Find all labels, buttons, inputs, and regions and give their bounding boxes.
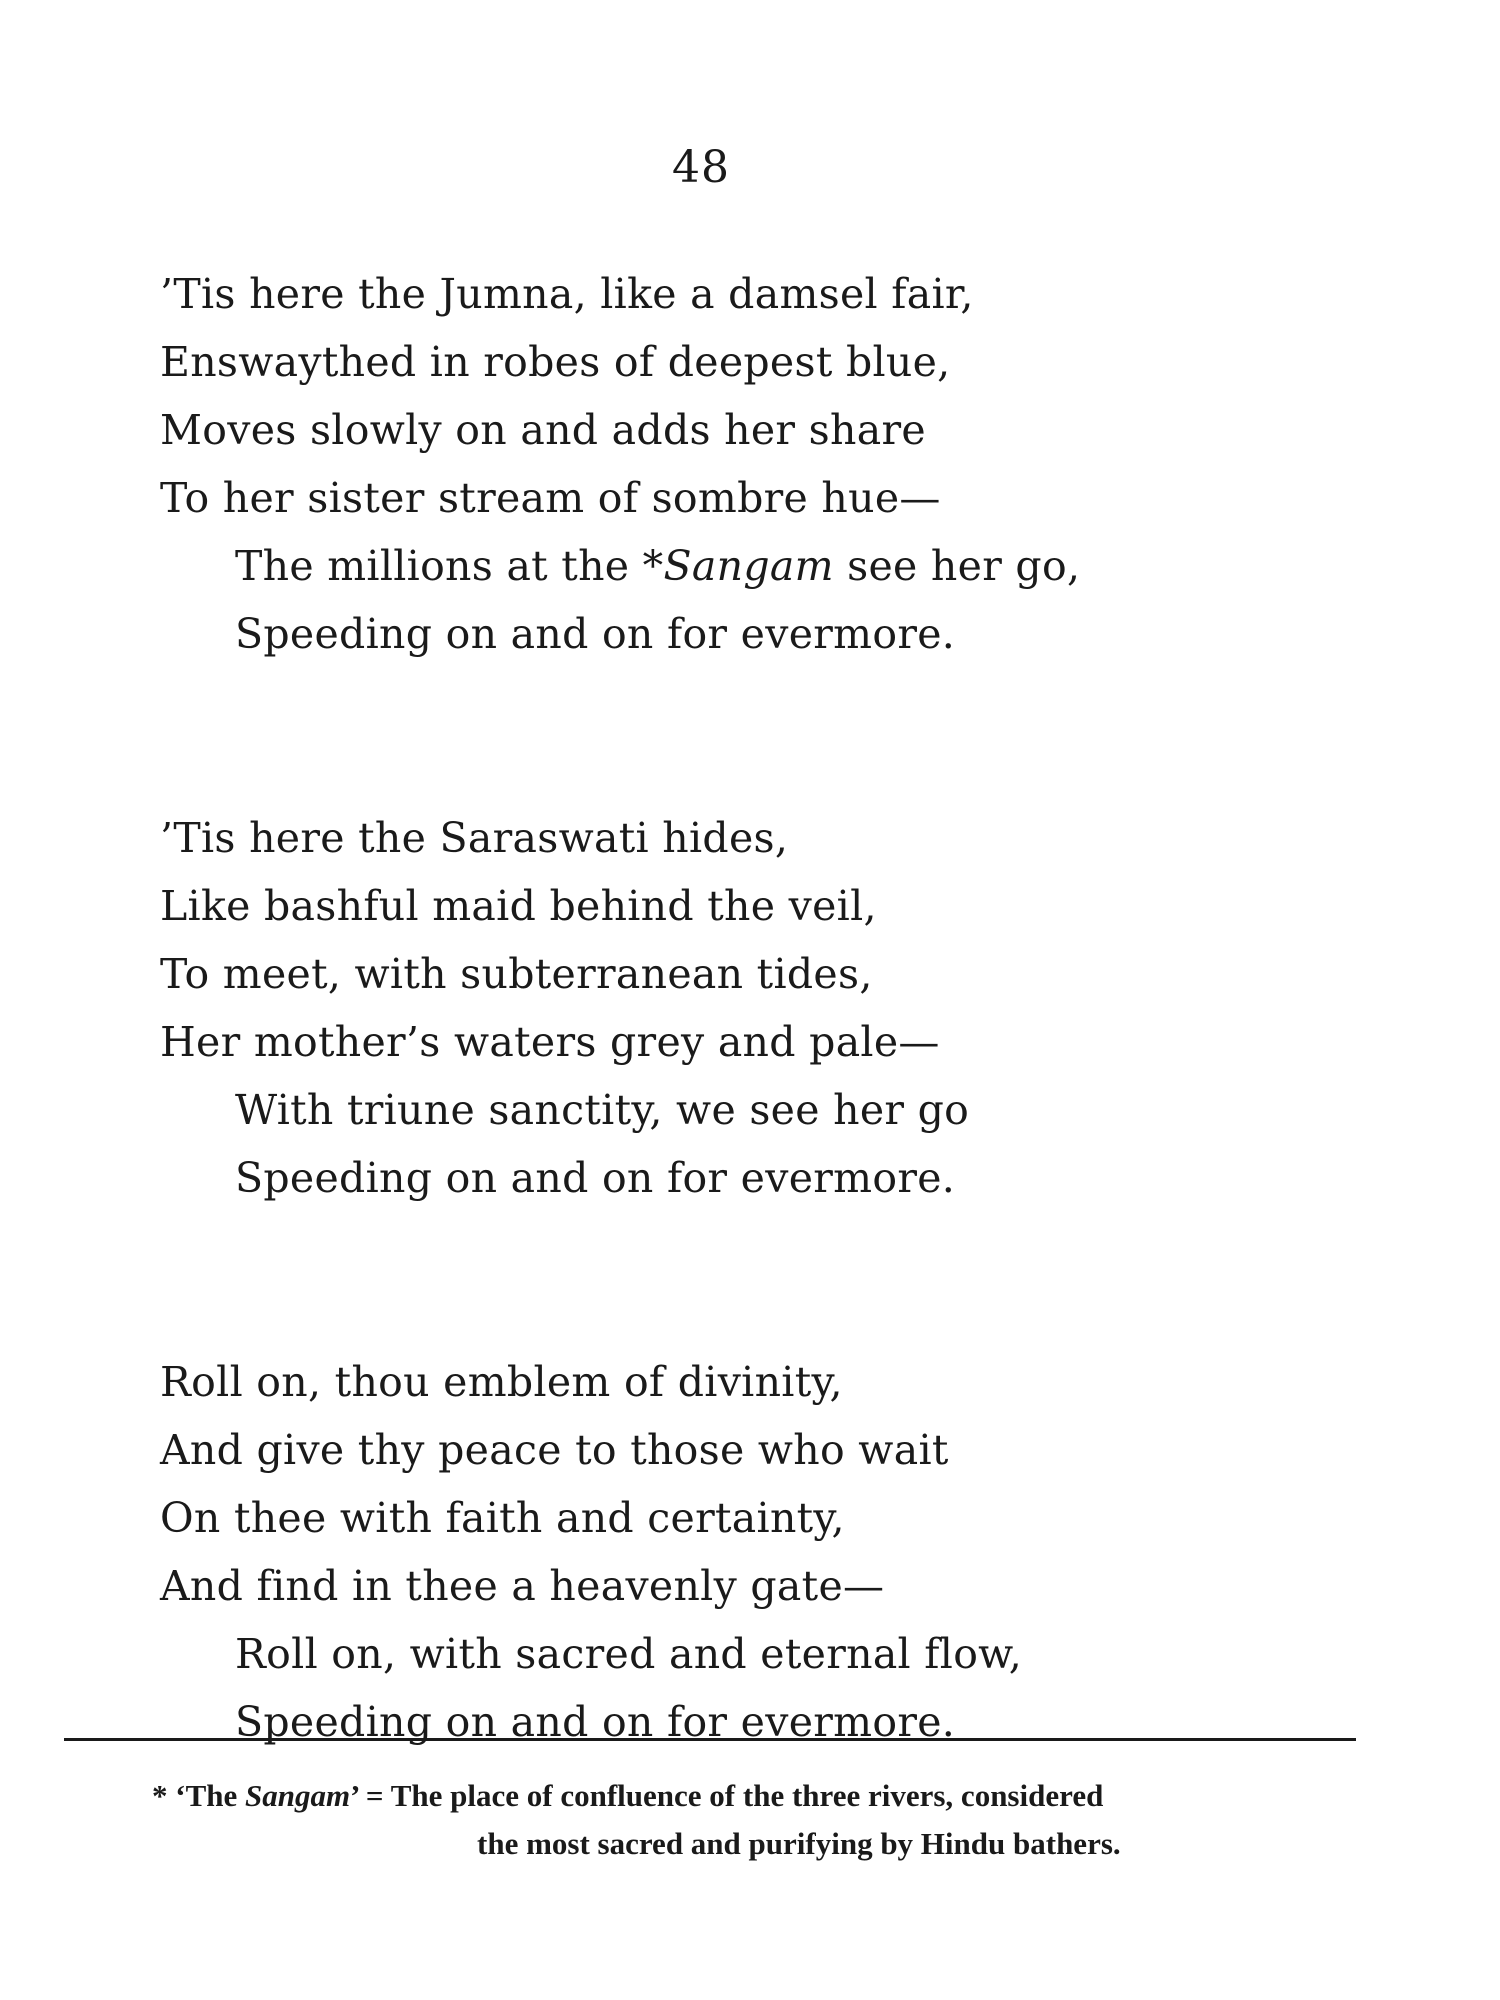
footnote-continuation: the most sacred and purifying by Hindu bathers. [477,1826,1121,1861]
poem-line-indented: Roll on, with sacred and eternal flow, [235,1630,1023,1678]
poem-line-refrain: Speeding on and on for evermore. [235,1698,956,1746]
stanza-2 [160,804,1360,1212]
poem-line: Enswaythed in robes of deepest blue, [160,338,951,386]
poem-line: To meet, with subterranean tides, [160,950,873,998]
poem-text: The millions at the * [235,542,664,590]
poem-text: see her go, [833,542,1081,590]
poem-line-indented: With triune sanctity, we see her go [235,1086,970,1134]
poem-line-refrain: Speeding on and on for evermore. [235,610,956,658]
poem-line: ’Tis here the Saraswati hides, [160,814,789,862]
poem-line: Her mother’s waters grey and pale— [160,1018,940,1066]
footnote-text: ’ = The place of confluence of the three rivers, considered [350,1778,1104,1813]
poem-line: On thee with faith and certainty, [160,1494,845,1542]
poem-line: And give thy peace to those who wait [160,1426,949,1474]
poem-line: ’Tis here the Jumna, like a damsel fair, [160,270,974,318]
poem-line: Roll on, thou emblem of divinity, [160,1358,843,1406]
page-number: 48 [672,142,730,193]
sangam-term: Sangam [663,542,834,590]
footnote-term: Sangam [245,1778,351,1813]
footnote-divider [64,1738,1356,1741]
poem-line-indented [160,532,1360,600]
poem-line: And find in thee a heavenly gate— [160,1562,885,1610]
poem [160,260,1360,1892]
stanza-3 [160,1348,1360,1756]
poem-line: To her sister stream of sombre hue— [160,474,941,522]
poem-line: Like bashful maid behind the veil, [160,882,877,930]
footnote-line [152,1772,1342,1820]
footnote [152,1772,1342,1868]
poem-line: Moves slowly on and adds her share [160,406,926,454]
stanza-1 [160,260,1360,668]
poem-line-refrain: Speeding on and on for evermore. [235,1154,956,1202]
footnote-marker: * ‘The [152,1778,245,1813]
